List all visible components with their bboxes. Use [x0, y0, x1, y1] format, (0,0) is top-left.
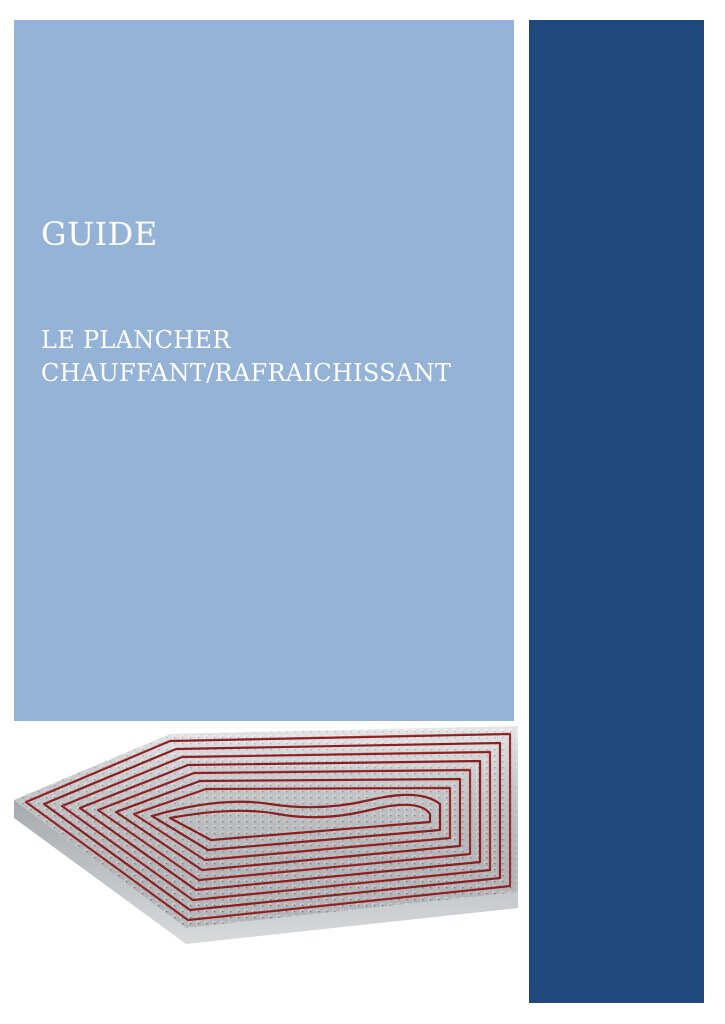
side-color-band — [529, 20, 704, 1003]
subtitle-line-1: LE PLANCHER — [41, 326, 231, 354]
guide-subtitle — [41, 324, 451, 390]
subtitle-line-2: CHAUFFANT/RAFRAICHISSANT — [41, 359, 452, 387]
title-panel — [14, 20, 514, 721]
underfloor-heating-pipes-icon — [10, 722, 518, 948]
guide-title: GUIDE — [41, 215, 158, 253]
